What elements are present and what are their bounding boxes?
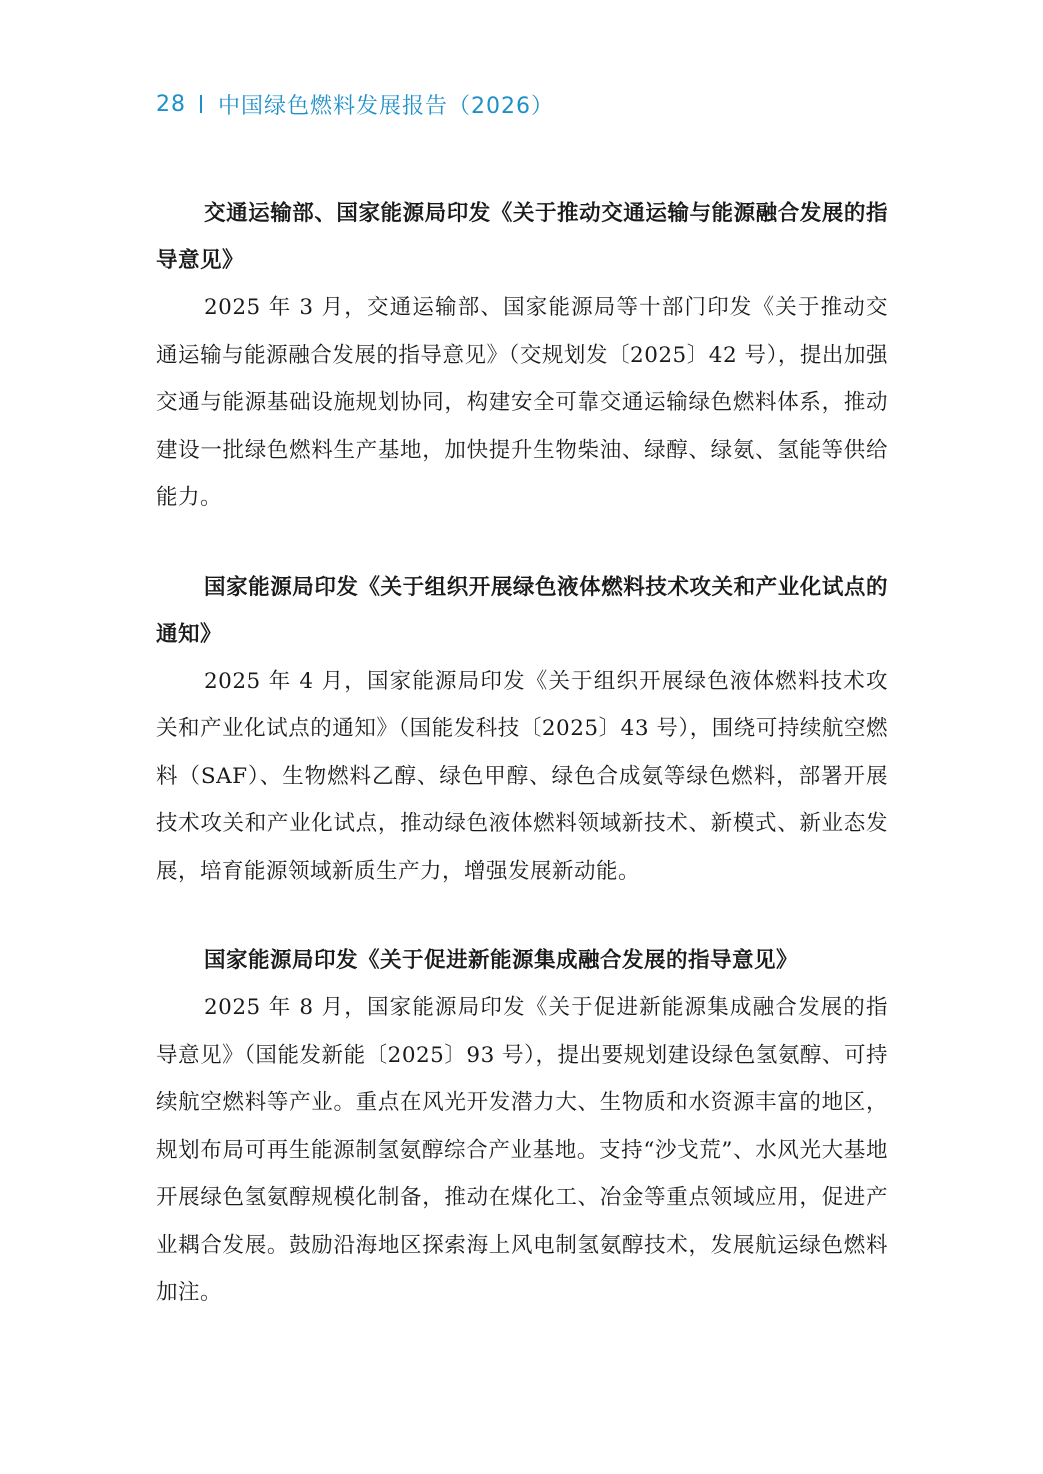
section-title: 交通运输部、国家能源局印发《关于推动交通运输与能源融合发展的指导意见》 <box>156 201 888 273</box>
section-body: 2025 年 3 月，交通运输部、国家能源局等十部门印发《关于推动交通运输与能源融合发展的指导意见》（交规划发〔2025〕42 号），提出加强交通与能源基础设施规划协同，构建安全可靠交通运输绿色燃料体系，推动建设一批绿色燃料生产基地，加快提升生物柴油、绿醇、绿氨、氢能等供给能力。 <box>156 295 888 510</box>
policy-section <box>156 564 888 896</box>
section-title: 国家能源局印发《关于组织开展绿色液体燃料技术攻关和产业化试点的通知》 <box>156 574 888 647</box>
section-body: 2025 年 4 月，国家能源局印发《关于组织开展绿色液体燃料技术攻关和产业化试点的通知》（国能发科技〔2025〕43 号），围绕可持续航空燃料（SAF）、生物燃料乙醇、绿色甲醇、绿色合成氨等绿色燃料，部署开展技术攻关和产业化试点，推动绿色液体燃料领域新技术、新模式、新业态发展，培育能源领域新质生产力，增强发展新动能。 <box>156 668 888 884</box>
report-title: 中国绿色燃料发展报告（2026） <box>218 93 554 119</box>
header-separator <box>200 95 202 113</box>
section-body: 2025 年 8 月，国家能源局印发《关于促进新能源集成融合发展的指导意见》（国能发新能〔2025〕93 号），提出要规划建设绿色氢氨醇、可持续航空燃料等产业。重点在风光开发潜力大、生物质和水资源丰富的地区，规划布局可再生能源制氢氨醇综合产业基地。支持“沙戈荒”、水风光大基地开展绿色氢氨醇规模化制备，推动在煤化工、冶金等重点领域应用，促进产业耦合发展。鼓励沿海地区探索海上风电制氢氨醇技术，发展航运绿色燃料加注。 <box>156 995 888 1305</box>
page-content <box>156 190 888 1359</box>
policy-section <box>156 190 888 522</box>
page-number: 28 <box>156 91 186 117</box>
policy-section <box>156 937 888 1317</box>
running-header <box>156 88 554 120</box>
section-title: 国家能源局印发《关于促进新能源集成融合发展的指导意见》 <box>204 948 799 973</box>
